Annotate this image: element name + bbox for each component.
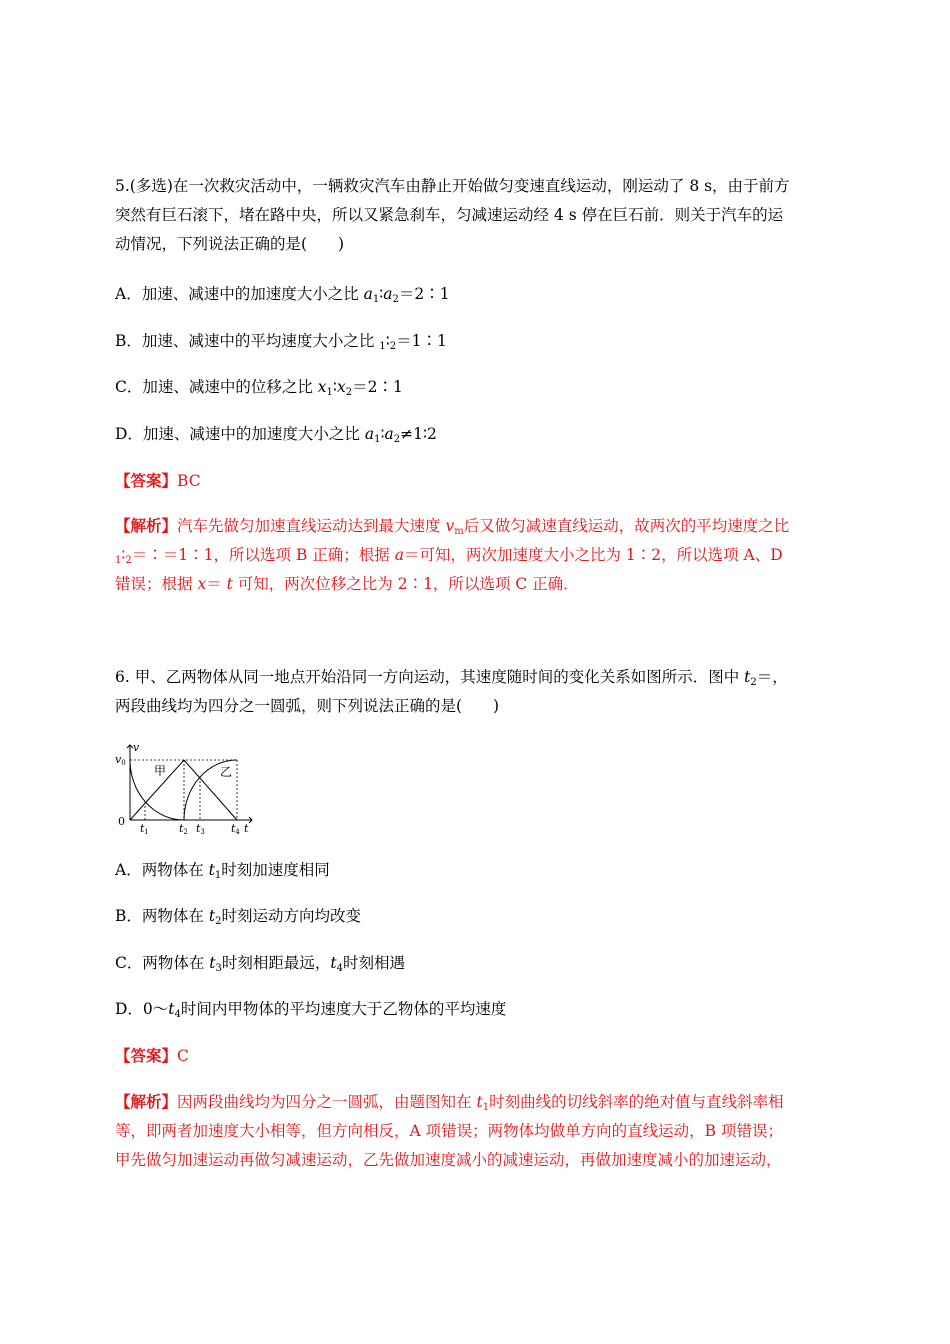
q6-stem-line2: 两段曲线均为四分之一圆弧，则下列说法正确的是( ) [115, 697, 500, 715]
jia-label: 甲 [154, 764, 167, 778]
q6-explanation [115, 1087, 835, 1175]
velocity-time-graph [112, 740, 262, 840]
q6-stem [115, 663, 835, 721]
yi-label: 乙 [220, 765, 233, 779]
answer-tag: 【答案】 [115, 471, 178, 490]
q5-answer: 【答案】BC [115, 471, 201, 490]
origin-label: 0 [118, 815, 125, 828]
q6-stem-line1: 6. 甲、乙两物体从同一地点开始沿同一方向运动，其速度随时间的变化关系如图所示．图中 $t_2=$， [115, 668, 788, 688]
q5-option-c: C．加速、减速中的位移之比 $x_1∶x_2=2∶1$ [115, 378, 403, 398]
q5-explanation [115, 511, 835, 599]
t-axis-label: t [244, 822, 249, 835]
q6-exp-line2: 等，即两者加速度大小相等，但方向相反，A 项错误；两物体均做单方向的直线运动，B 项错误； [115, 1122, 783, 1140]
q5-option-a: A．加速、减速中的加速度大小之比 $a_1∶a_2=2∶1$ [115, 285, 450, 305]
t3-label: t3 [196, 822, 205, 836]
q5-stem-line2: 突然有巨石滚下，堵在路中央，所以又紧急刹车，匀减速运动经 4 s 停在巨石前．则关于汽车的运 [115, 206, 784, 224]
q5-stem-line1: 5.(多选)在一次救灾活动中，一辆救灾汽车由静止开始做匀变速直线运动，刚运动了 8 s，由于前方 [115, 177, 790, 195]
q6-option-b: B．两物体在 $t_2$时刻运动方向均改变 [115, 907, 361, 927]
t2-label: t2 [179, 822, 188, 836]
answer-tag: 【答案】 [115, 1046, 178, 1065]
q5-stem-line3: 动情况，下列说法正确的是( ) [115, 235, 345, 253]
q5-exp-line1: 【解析】汽车先做匀加速直线运动达到最大速度 $v_m$后又做匀减速直线运动，故两次的平均速度之比 [115, 516, 790, 537]
q6-option-d: D．$0\sim t_4$时间内甲物体的平均速度大于乙物体的平均速度 [115, 1000, 507, 1020]
q6-option-a: A．两物体在 $t_1$时刻加速度相同 [115, 861, 330, 881]
q6-exp-line3: 甲先做匀加速运动再做匀减速运动，乙先做加速度减小的减速运动，再做加速度减小的加速运动， [115, 1151, 782, 1169]
q6-exp-line1: 【解析】因两段曲线均为四分之一圆弧，由题图知在 $t_1$时刻曲线的切线斜率的绝对值与直线斜率相 [115, 1092, 784, 1113]
t4-label: t4 [231, 822, 240, 836]
q6-option-c: C．两物体在 $t_3$时刻相距最远，$t_4$时刻相遇 [115, 954, 406, 974]
q6-answer: 【答案】C [115, 1046, 189, 1065]
q5-option-b: B．加速、减速中的平均速度大小之比 $_1∶_2=1∶1$ [115, 332, 447, 352]
q5-exp-line2: $_1∶_2=∶=1∶1$，所以选项 B 正确；根据 a＝可知，两次加速度大小之比为 1∶2，所以选项 A、D [115, 546, 783, 566]
q5-exp-line3: 错误；根据 x＝ t 可知，两次位移之比为 2∶1，所以选项 C 正确． [115, 575, 579, 593]
v-axis-label: v [133, 741, 140, 754]
t1-label: t1 [140, 822, 149, 836]
q5-stem [115, 172, 835, 259]
v0-label: v0 [115, 753, 126, 767]
q5-option-d: D．加速、减速中的加速度大小之比 $a_1∶a_2\ne 1∶2$ [115, 425, 437, 445]
